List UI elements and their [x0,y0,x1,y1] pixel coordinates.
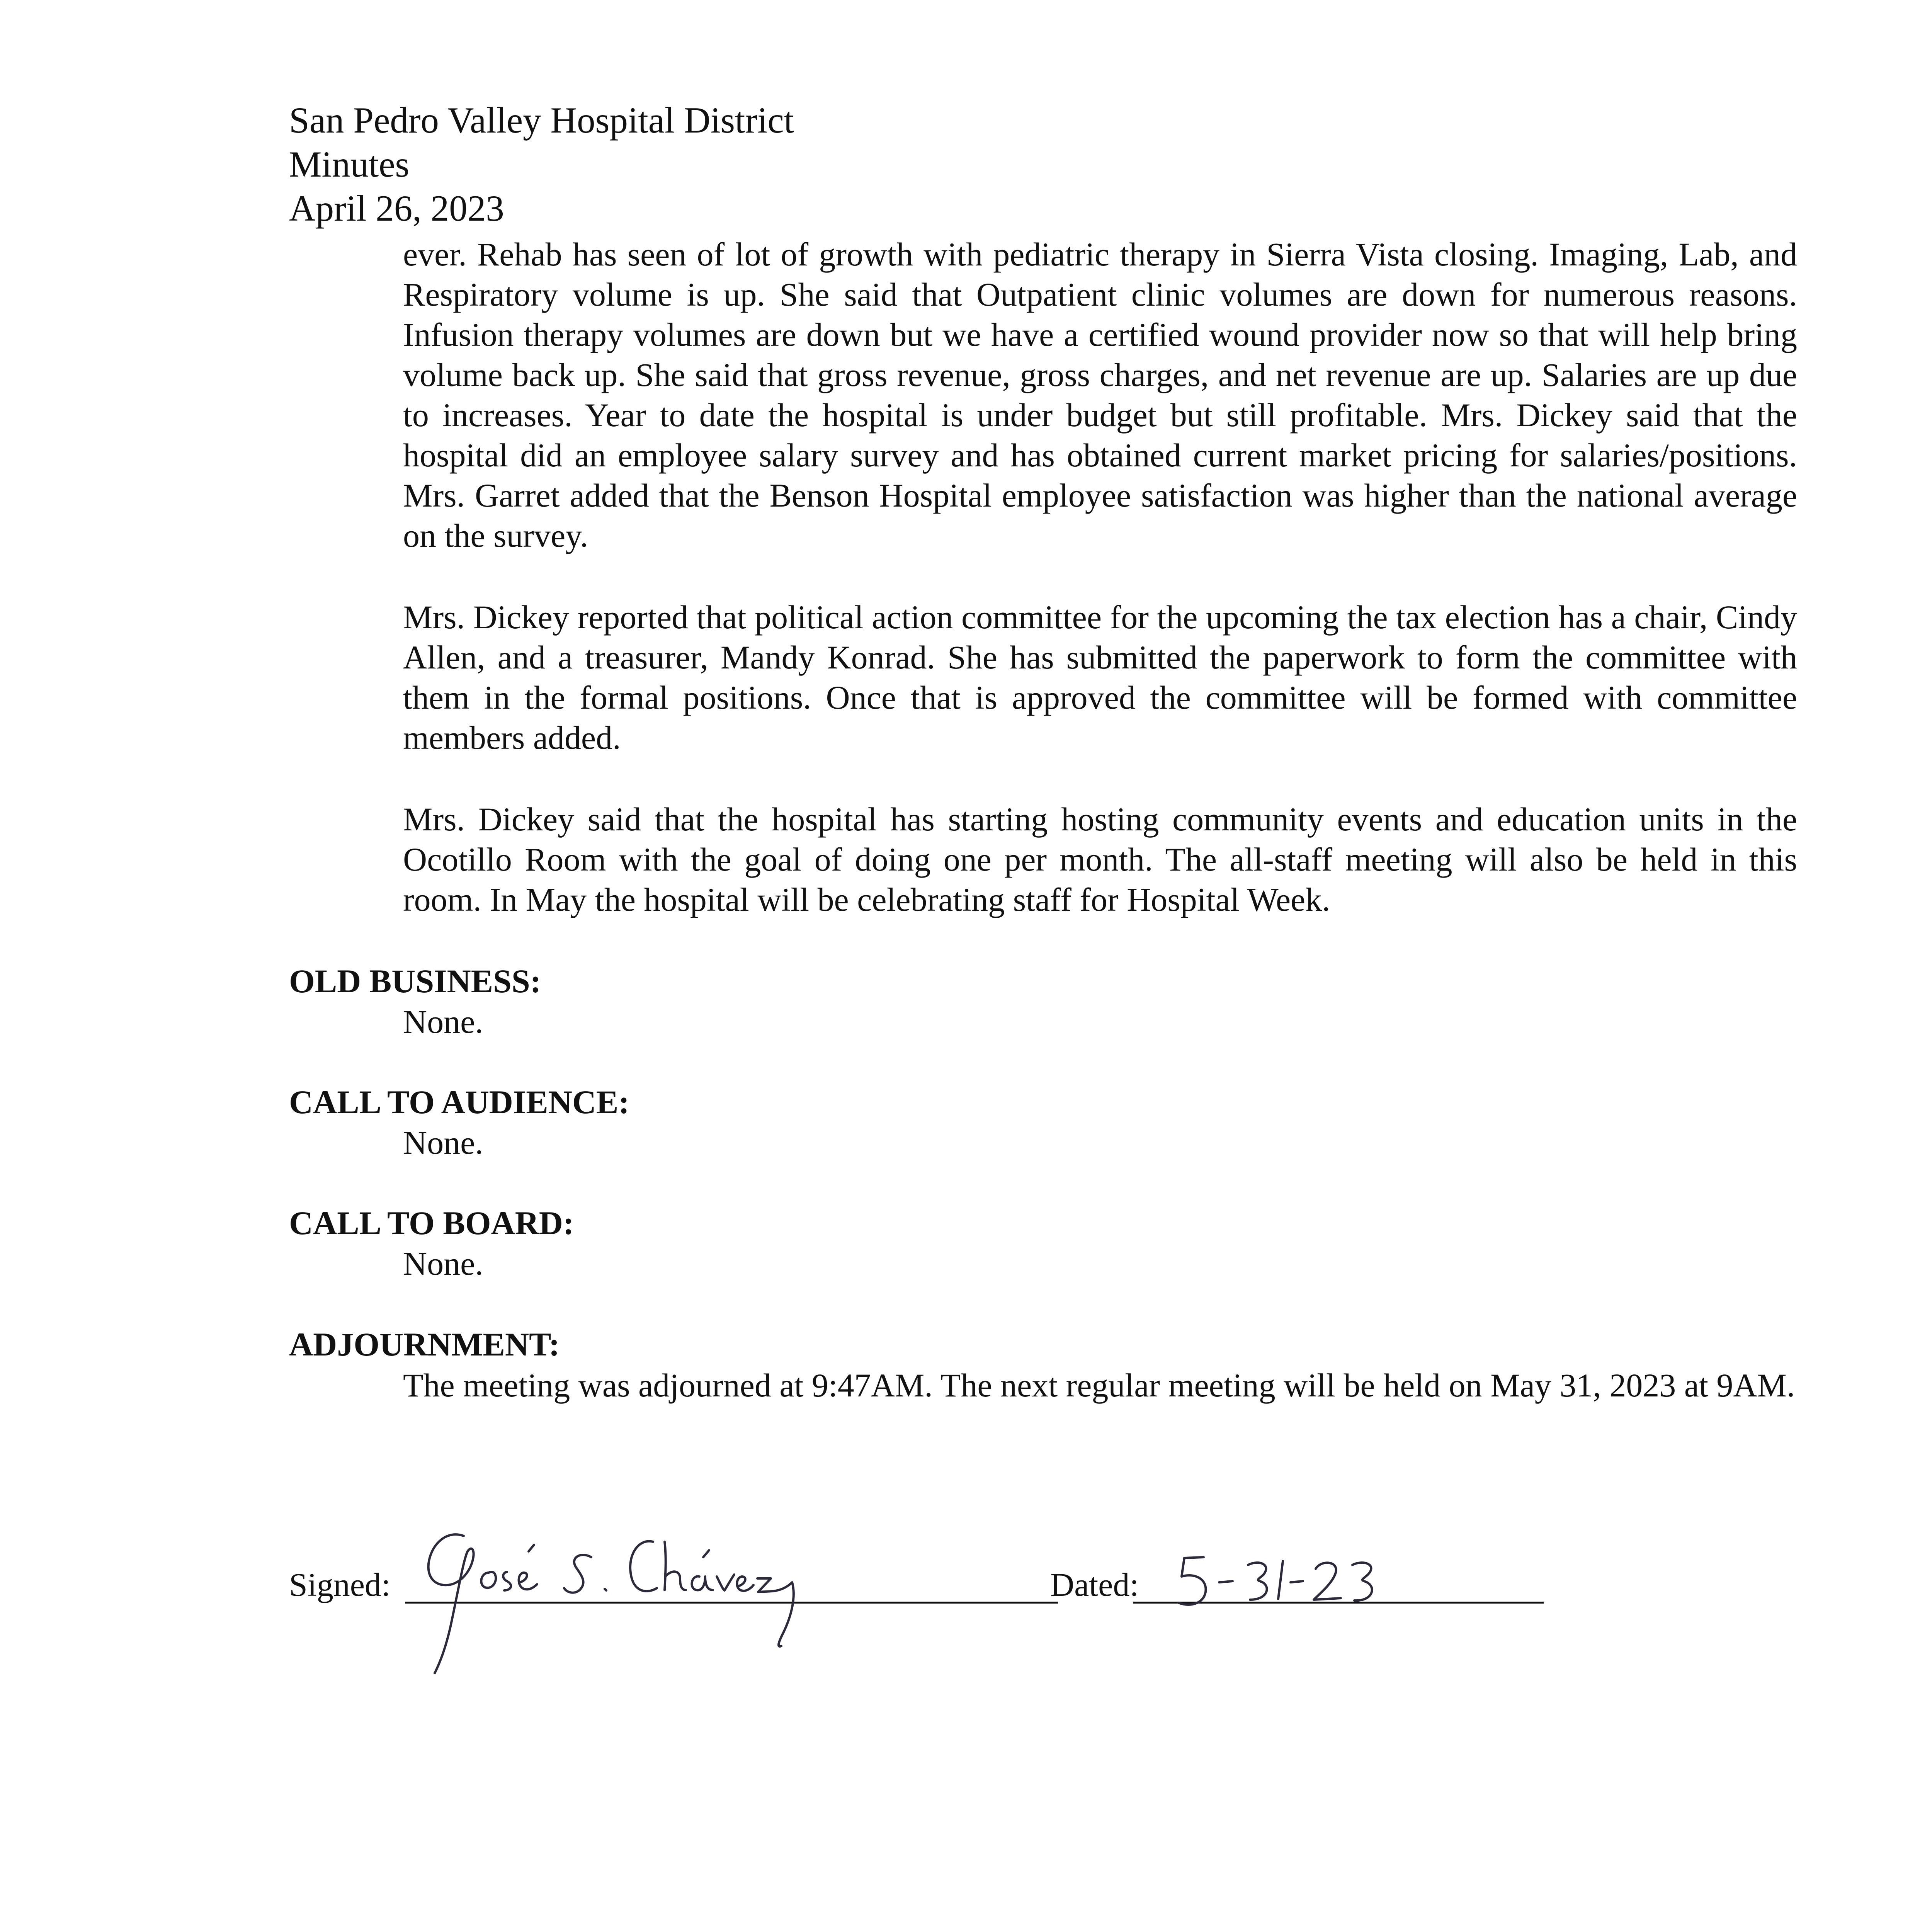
document-type: Minutes [289,144,410,185]
call-to-board-text: None. [403,1245,483,1282]
adjournment-text: The meeting was adjourned at 9:47AM. The next regular meeting will be held on May 31, 2023 at 9AM. [403,1367,1795,1404]
report-paragraph-2: Mrs. Dickey reported that political action committee for the upcoming the tax election has a chair, Cindy Allen, and a treasurer, Mandy Konrad. She has submitted the paperwork to form the committee with them in the formal positions. Once that is approved the committee will be formed with committee members added. [403,599,1797,756]
dated-label: Dated: [1050,1566,1139,1603]
organization-name: San Pedro Valley Hospital District [289,100,794,141]
call-to-audience-text: None. [403,1124,483,1161]
old-business-text: None. [403,1003,483,1040]
handwritten-date [1167,1549,1414,1615]
document-header [289,98,794,230]
signed-label: Signed: [289,1566,391,1603]
old-business-heading: OLD BUSINESS: [289,963,541,1000]
meeting-date: April 26, 2023 [289,188,504,229]
call-to-board-heading: CALL TO BOARD: [289,1204,574,1242]
call-to-audience-heading: CALL TO AUDIENCE: [289,1083,629,1121]
report-paragraph-1: ever. Rehab has seen of lot of growth with pediatric therapy in Sierra Vista closing. Imaging, Lab, and Respiratory volume is up. She said that Outpatient clinic volumes are down for numerous reasons. Infusion therapy volumes are down but we have a certified wound provider now so that will help bring volume back up. She said that gross revenue, gross charges, and net revenue are up. Salaries are up due to increases. Year to date the hospital is under budget but still profitable. Mrs. Dickey said that the hospital did an employee salary survey and has obtained current market pricing for salaries/positions. Mrs. Garret added that the Benson Hospital employee satisfaction was higher than the national average on the survey. [403,236,1797,554]
adjournment-heading: ADJOURNMENT: [289,1326,560,1363]
report-paragraph-3: Mrs. Dickey said that the hospital has starting hosting community events and education units in the Ocotillo Room with the goal of doing one per month. The all-staff meeting will also be held in this room. In May the hospital will be celebrating staff for Hospital Week. [403,801,1797,918]
handwritten-signature [406,1515,908,1677]
